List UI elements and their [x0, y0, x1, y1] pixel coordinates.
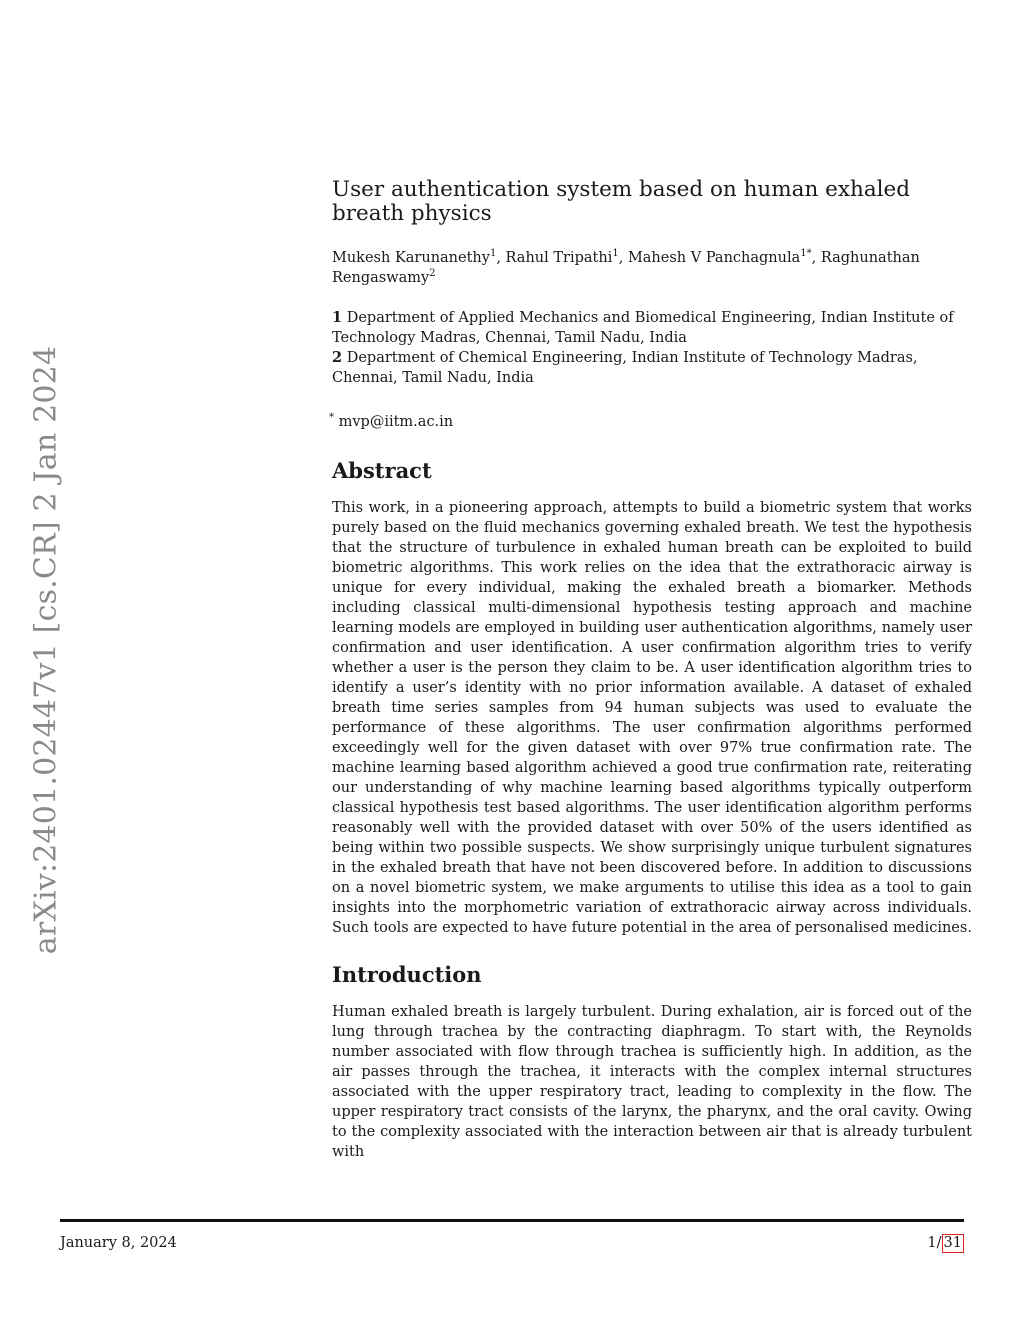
page-total-link[interactable]: 31 [943, 1235, 962, 1251]
abstract-text: This work, in a pioneering approach, attempts to build a biometric system that works purely based on the fluid mechanics governing exhaled breath. We test the hypothesis that the structure of turbulence in exhaled human breath can be exploited to build biometric algorithms. This work relies on the idea that the extrathoracic airway is unique for every individual, making the exhaled breath a biomarker. Methods including classical multi-dimensional hypothesis testing approach and machine learning models are employed in building user authentication algorithms, namely user confirmation and user identification. A user confirmation algorithm tries to verify whether a user is the person they claim to be. A user identification algorithm tries to identify a user’s identity with no prior information available. A dataset of exhaled breath time series samples from 94 human subjects was used to evaluate the performance of these algorithms. The user confirmation algorithms performed exceedingly well for the given dataset with over 97% true confirmation rate. The machine learning based algorithm achieved a good true confirmation rate, reiterating our understanding of why machine learning based algorithms typically outperform classical hypothesis test based algorithms. The user identification algorithm performs reasonably well with the provided dataset with over 50% of the users identified as being within two possible suspects. We show surprisingly unique turbulent signatures in the exhaled breath that have not been discovered before. In addition to discussions on a novel biometric system, we make arguments to utilise this idea as a tool to gain insights into the morphometric variation of extrathoracic airway across individuals. Such tools are expected to have future potential in the area of personalised medicines. [332, 499, 972, 936]
affiliation: 2 Department of Chemical Engineering, Indian Institute of Technology Madras, Chennai, Tamil Nadu, India [332, 349, 918, 386]
author: Raghunathan Rengaswamy$^2$ [332, 250, 920, 286]
author: Rahul Tripathi$^1$, [505, 248, 628, 266]
arxiv-identifier-sidebar [17, 345, 75, 955]
footer-date: January 8, 2024 [60, 1235, 177, 1251]
page-number: 1/ 31 [927, 1235, 962, 1251]
paper-title: User authentication system based on human exhaled breath physics [332, 177, 911, 226]
author: Mukesh Karunanethy$^1$, [332, 248, 506, 266]
paper-content [329, 177, 972, 1162]
introduction-heading: Introduction [332, 961, 482, 987]
corresponding-email: mvp@iitm.ac.in [338, 413, 454, 430]
affiliation-list [332, 308, 972, 388]
author-list [332, 248, 972, 288]
corresponding-author: * mvp@iitm.ac.in [329, 412, 454, 430]
introduction-text: Human exhaled breath is largely turbulent. During exhalation, air is forced out of the lung through trachea by the contracting diaphragm. To start with, the Reynolds number associated with flow through trachea is sufficiently high. In addition, as the air passes through the trachea, it interacts with the complex internal structures associated with the upper respiratory tract, leading to complexity in the flow. The upper respiratory tract consists of the larynx, the pharynx, and the oral cavity. Owing to the complexity associated with the interaction between air that is already turbulent with [332, 1003, 972, 1160]
arxiv-identifier: arXiv:2401.02447v1 [cs.CR] 2 Jan 2024 [28, 345, 64, 955]
abstract-heading: Abstract [332, 457, 432, 483]
footer-rule [60, 1219, 964, 1222]
page-current: 1 [927, 1235, 937, 1251]
author: Mahesh V Panchagnula$^{1*}$, [627, 248, 821, 266]
affiliation: 1 Department of Applied Mechanics and Biomedical Engineering, Indian Institute of Technology Madras, Chennai, Tamil Nadu, India [332, 309, 954, 346]
